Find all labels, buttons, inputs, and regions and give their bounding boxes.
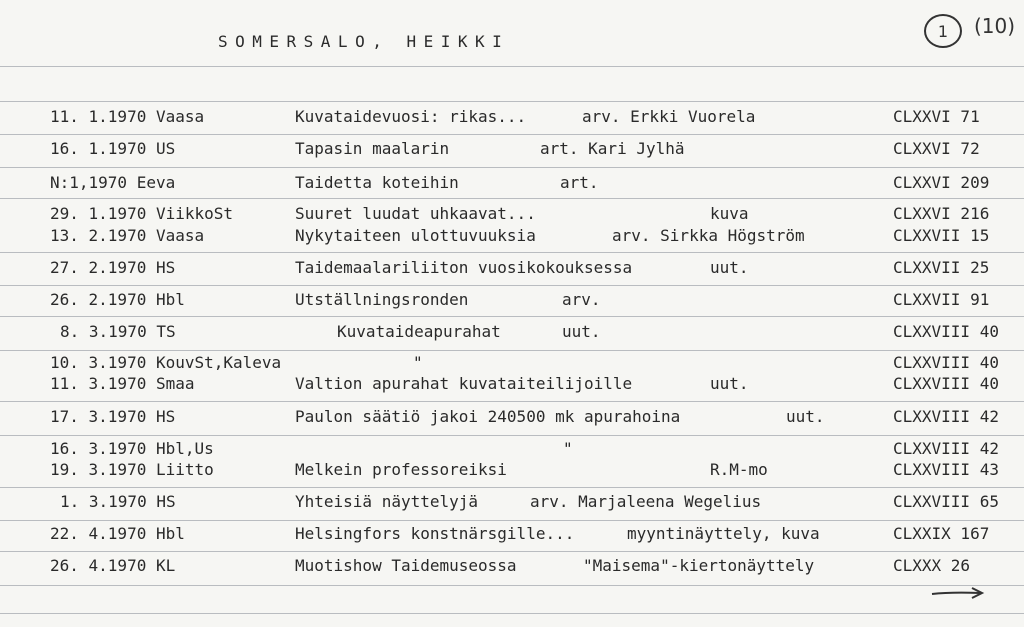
entry-note: uut.	[710, 374, 749, 393]
entry-note: "Maisema"-kiertonäyttely	[583, 556, 815, 575]
entry-reference: CLXXVII 25	[893, 258, 990, 277]
entry-row	[0, 439, 1024, 461]
entry-row	[0, 290, 1024, 312]
rule-line	[0, 134, 1024, 135]
entry-title: Suuret luudat uhkaavat...	[295, 204, 536, 223]
entry-date-source: 22. 4.1970 Hbl	[50, 524, 185, 543]
entry-title: Helsingfors konstnärsgille...	[295, 524, 575, 543]
entry-date-source: 27. 2.1970 HS	[50, 258, 176, 277]
rule-line	[0, 585, 1024, 586]
rule-line	[0, 435, 1024, 436]
entry-note: arv. Erkki Vuorela	[582, 107, 756, 126]
entry-row	[0, 492, 1024, 514]
entry-title: Muotishow Taidemuseossa	[295, 556, 517, 575]
entry-reference: CLXXVI 71	[893, 107, 980, 126]
entry-reference: CLXXVIII 40	[893, 322, 999, 341]
rule-line	[0, 167, 1024, 168]
entry-date-source: 1. 3.1970 HS	[60, 492, 176, 511]
entry-title: Kuvataideapurahat	[337, 322, 501, 341]
card-number-handwritten: (10)	[974, 14, 1016, 38]
rule-line	[0, 198, 1024, 199]
entry-date-source: 19. 3.1970 Liitto	[50, 460, 214, 479]
entry-row	[0, 374, 1024, 396]
entry-row	[0, 353, 1024, 375]
entry-title: Valtion apurahat kuvataiteilijoille	[295, 374, 633, 393]
card-number-circled: 1	[924, 14, 962, 48]
entry-row	[0, 407, 1024, 429]
entry-reference: CLXXVIII 42	[893, 407, 999, 426]
entry-note: arv. Sirkka Högström	[612, 226, 805, 245]
entry-title: Yhteisiä näyttelyjä	[295, 492, 479, 511]
rule-line	[0, 252, 1024, 253]
entry-date-source: 17. 3.1970 HS	[50, 407, 176, 426]
rule-line	[0, 613, 1024, 614]
entry-row	[0, 107, 1024, 129]
entry-date-source: 8. 3.1970 TS	[60, 322, 176, 341]
entry-reference: CLXXIX 167	[893, 524, 990, 543]
entry-note: uut.	[562, 322, 601, 341]
entry-row	[0, 258, 1024, 280]
entry-title: Tapasin maalarin	[295, 139, 450, 158]
entry-title: Taidemaalariliiton vuosikokouksessa	[295, 258, 633, 277]
entry-note: art. Kari Jylhä	[540, 139, 685, 158]
entry-note: arv.	[562, 290, 601, 309]
entry-reference: CLXXX 26	[893, 556, 971, 575]
entry-note: myyntinäyttely, kuva	[627, 524, 820, 543]
entry-reference: CLXXVI 216	[893, 204, 990, 223]
rule-line	[0, 101, 1024, 102]
entry-date-source: 11. 3.1970 Smaa	[50, 374, 195, 393]
entry-reference: CLXXVIII 65	[893, 492, 999, 511]
rule-line	[0, 316, 1024, 317]
entry-date-source: 11. 1.1970 Vaasa	[50, 107, 205, 126]
entry-row	[0, 204, 1024, 226]
rule-line	[0, 520, 1024, 521]
entry-row	[0, 139, 1024, 161]
entry-reference: CLXXVIII 43	[893, 460, 999, 479]
entry-title: "	[563, 439, 573, 458]
entry-date-source: 26. 2.1970 Hbl	[50, 290, 185, 309]
entry-reference: CLXXVIII 42	[893, 439, 999, 458]
entry-title: Melkein professoreiksi	[295, 460, 507, 479]
entry-date-source: 26. 4.1970 KL	[50, 556, 176, 575]
entry-title: Taidetta koteihin	[295, 173, 459, 192]
entry-date-source: N:1,1970 Eeva	[50, 173, 176, 192]
rule-line	[0, 551, 1024, 552]
entry-note: R.M-mo	[710, 460, 768, 479]
entry-title: Nykytaiteen ulottuvuuksia	[295, 226, 536, 245]
entry-reference: CLXXVIII 40	[893, 374, 999, 393]
entry-reference: CLXXVIII 40	[893, 353, 999, 372]
entry-note: arv. Marjaleena Wegelius	[530, 492, 762, 511]
entry-row	[0, 524, 1024, 546]
entry-date-source: 16. 3.1970 Hbl,Us	[50, 439, 214, 458]
entry-reference: CLXXVII 15	[893, 226, 990, 245]
entry-note: uut.	[710, 258, 749, 277]
entry-title: Utställningsronden	[295, 290, 469, 309]
continue-arrow-icon	[930, 585, 986, 601]
entry-title: Paulon säätiö jakoi 240500 mk apurahoina	[295, 407, 681, 426]
entry-reference: CLXXVII 91	[893, 290, 990, 309]
rule-line	[0, 66, 1024, 67]
entry-reference: CLXXVI 209	[893, 173, 990, 192]
entry-row	[0, 556, 1024, 578]
card-heading-name: SOMERSALO, HEIKKI	[218, 32, 510, 51]
entry-title: "	[413, 353, 423, 372]
rule-line	[0, 285, 1024, 286]
entry-date-source: 10. 3.1970 KouvSt,Kaleva	[50, 353, 282, 372]
entry-row	[0, 460, 1024, 482]
entry-reference: CLXXVI 72	[893, 139, 980, 158]
entry-note: art.	[560, 173, 599, 192]
rule-line	[0, 401, 1024, 402]
rule-line	[0, 487, 1024, 488]
entry-row	[0, 226, 1024, 248]
entry-note: uut.	[786, 407, 825, 426]
entry-row	[0, 322, 1024, 344]
entry-row	[0, 173, 1024, 195]
entry-title: Kuvataidevuosi: rikas...	[295, 107, 527, 126]
rule-line	[0, 350, 1024, 351]
entry-date-source: 13. 2.1970 Vaasa	[50, 226, 205, 245]
entry-date-source: 16. 1.1970 US	[50, 139, 176, 158]
entry-note: kuva	[710, 204, 749, 223]
entry-date-source: 29. 1.1970 ViikkoSt	[50, 204, 234, 223]
